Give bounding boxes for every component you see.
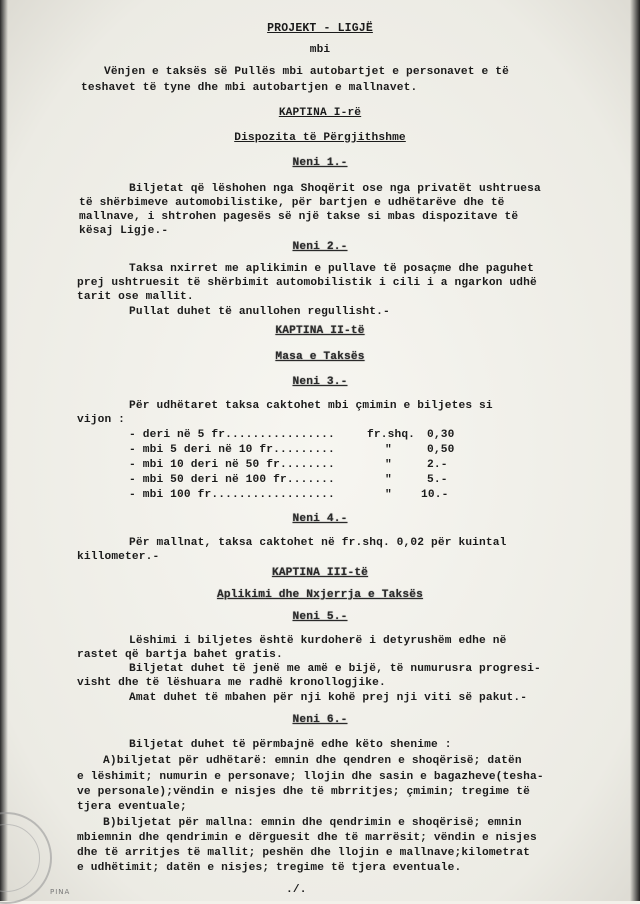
neni-2-line-2: prej ushtruesit të shërbimit automobilistik i cili i a ngarkon udhë (77, 277, 537, 289)
neni-5-heading: Neni 5.- (292, 611, 348, 623)
neni-1-line-1: Biljetat që lëshohen nga Shoqërit ose nga privatët ushtruesa (129, 183, 541, 195)
rate-range: - mbi 50 deri në 100 fr....... (129, 474, 335, 486)
rate-range: - mbi 100 fr.................. (129, 489, 335, 501)
neni-3-line-2: vijon : (77, 414, 126, 426)
neni-5-line-2: rastet që bartja bahet gratis. (77, 649, 283, 661)
rate-amount: 0,30 (427, 429, 455, 441)
neni-6-line-6: B)biljetat për mallna: emnin dhe qendrimin e shoqërisë; emnin (103, 817, 522, 829)
neni-6-line-1: Biljetat duhet të përmbajnë edhe këto shenime : (129, 739, 452, 751)
neni-3-line-1: Për udhëtaret taksa caktohet mbi çmimin e biljetes si (129, 400, 493, 412)
neni-6-line-9: e udhëtimit; datën e nisjes; tregime të tjera eventuale. (77, 862, 462, 874)
chapter-1-title: Dispozita të Përgjithshme (234, 132, 406, 144)
neni-6-line-4: ve personale);vëndin e nisjes dhe të mbrritjes; çmimin; tregime të (77, 786, 530, 798)
chapter-3-label: KAPTINA III-të (271, 567, 369, 579)
chapter-3-title: Aplikimi dhe Nxjerrja e Taksës (217, 589, 423, 601)
neni-6-line-5: tjera eventuale; (77, 801, 187, 813)
rate-amount: 2.- (427, 459, 448, 471)
neni-2-line-3: tarit ose mallit. (77, 291, 194, 303)
neni-1-line-3: mallnave, i shtrohen pagesës së një takse si mbas dispozitave të (79, 211, 519, 223)
rate-range: - mbi 10 deri në 50 fr........ (129, 459, 335, 471)
neni-4-line-2: killometer.- (77, 551, 160, 563)
neni-5-line-1: Lëshimi i biljetes është kurdoherë i detyrushëm edhe në (129, 635, 507, 647)
neni-6-heading: Neni 6.- (292, 714, 348, 726)
document-subtitle: mbi (309, 44, 331, 56)
neni-4-line-1: Për mallnat, taksa caktohet në fr.shq. 0,02 për kuintal (129, 537, 507, 549)
document-title: PROJEKT - LIGJË (267, 22, 373, 35)
neni-6-line-8: dhe të arritjes të mallit; peshën dhe llojin e mallnave;kilometrat (77, 847, 530, 859)
intro-line-2: teshavet të tyne dhe mbi autobartjen e mallnavet. (81, 82, 418, 94)
chapter-2-label: KAPTINA II-të (275, 325, 365, 337)
rate-amount: 0,50 (427, 444, 455, 456)
neni-3-heading: Neni 3.- (292, 376, 348, 388)
neni-1-line-2: të shërbimeve automobilistike, për bartjen e udhëtarëve dhe të (79, 197, 505, 209)
rate-unit: " (385, 459, 392, 471)
rate-unit: fr.shq. (367, 429, 416, 441)
rate-range: - deri në 5 fr................ (129, 429, 335, 441)
continuation-mark: ./. (286, 884, 307, 896)
neni-2-line-1: Taksa nxirret me aplikimin e pullave të posaçme dhe paguhet (129, 263, 534, 275)
neni-5-line-4: visht dhe të lëshuara me radhë kronollogjike. (77, 677, 386, 689)
neni-6-line-3: e lëshimit; numurin e personave; llojin dhe sasin e bagazheve(tesha- (77, 771, 544, 783)
neni-2-line-4: Pullat duhet të anullohen regullisht.- (129, 306, 390, 318)
chapter-2-title: Masa e Taksës (275, 351, 365, 363)
chapter-1-label: KAPTINA I-rë (278, 107, 362, 119)
neni-5-line-5: Amat duhet të mbahen për nji kohë prej nji viti së pakut.- (129, 692, 528, 704)
rate-unit: " (385, 444, 392, 456)
intro-line-1: Vënjen e taksës së Pullës mbi autobartjet e personavet e të (104, 66, 509, 78)
neni-5-line-3: Biljetat duhet të jenë me amë e bijë, të numurusra progresi- (129, 663, 541, 675)
rate-unit: " (385, 489, 392, 501)
neni-4-heading: Neni 4.- (292, 513, 348, 525)
neni-1-heading: Neni 1.- (292, 157, 348, 169)
neni-6-line-7: mbiemnin dhe qendrimin e dërguesit dhe të marrësit; vëndin e nisjes (77, 832, 537, 844)
rate-amount: 5.- (427, 474, 448, 486)
archive-stamp-text: PINA (50, 888, 71, 896)
rate-amount: 10.- (421, 489, 449, 501)
archive-stamp (0, 812, 52, 904)
rate-range: - mbi 5 deri në 10 fr......... (129, 444, 335, 456)
neni-2-heading: Neni 2.- (292, 241, 348, 253)
neni-1-line-4: kësaj Ligje.- (79, 225, 169, 237)
neni-6-line-2: A)biljetat për udhëtarë: emnin dhe qendren e shoqërisë; datën (103, 755, 522, 767)
rate-unit: " (385, 474, 392, 486)
